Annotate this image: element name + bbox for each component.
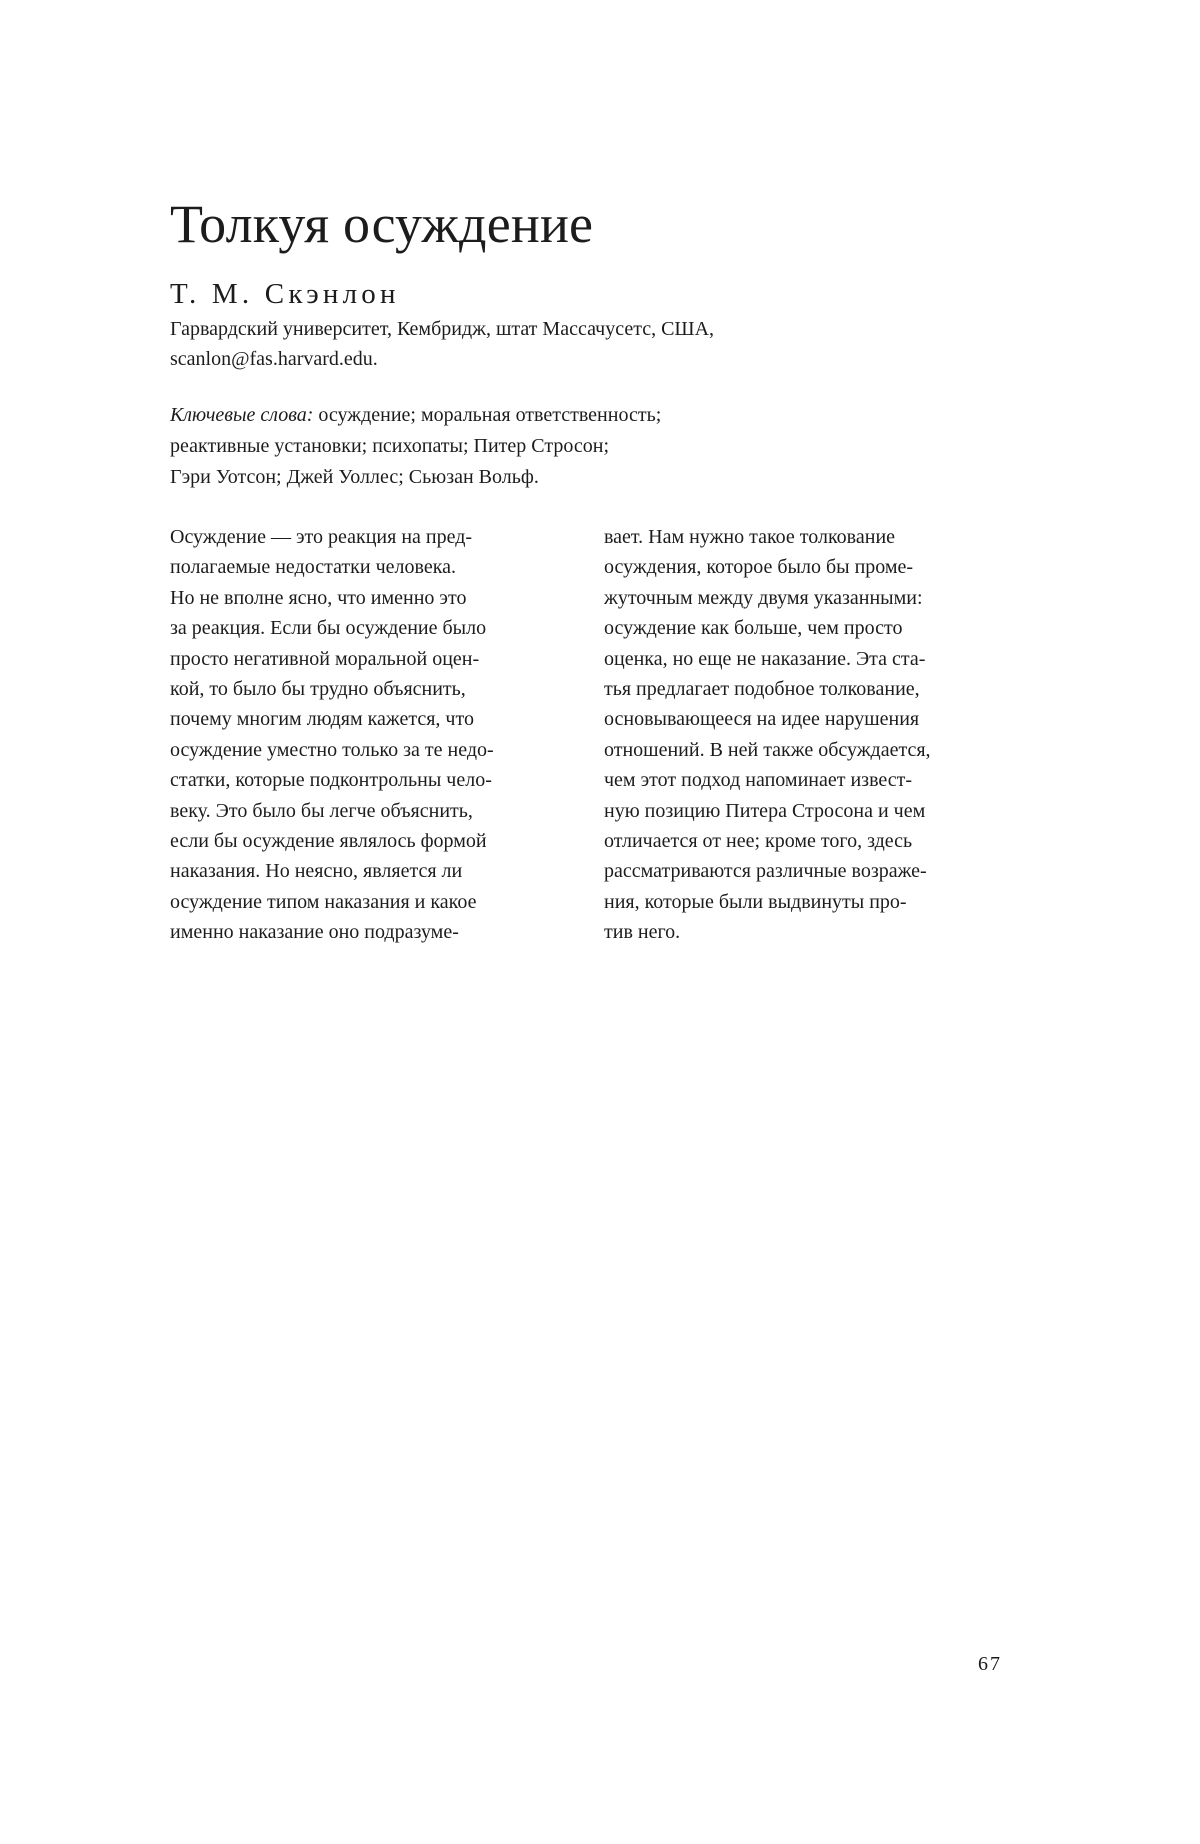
abstract-line: рассматриваются различные возраже- [604,860,927,883]
page-number: 67 [978,1653,1002,1675]
abstract-right-column [604,522,1024,948]
abstract-line: Осуждение — это реакция на пред- [170,526,473,548]
abstract-line: тья предлагает подобное толкование, [604,678,920,701]
abstract-line: тив него. [604,921,681,944]
affiliation-email: scanlon@fas.harvard.edu. [170,348,378,370]
abstract-line: отношений. В ней также обсуждается, [604,738,931,761]
keywords-line: Гэри Уотсон; Джей Уоллес; Сьюзан Вольф. [170,466,539,488]
abstract-left-column [170,522,590,948]
abstract-line: оценка, но еще не наказание. Эта ста- [604,647,926,670]
abstract-line: вает. Нам нужно такое толкование [604,526,896,548]
abstract-line: осуждения, которое было бы проме- [604,556,914,579]
abstract-line: веку. Это было бы легче объяснить, [170,799,473,822]
abstract-line: чем этот подход напоминает извест- [604,769,913,792]
abstract-line: основывающееся на идее нарушения [604,708,920,731]
abstract-line: ную позицию Питера Стросона и чем [604,799,926,822]
keywords-block [170,400,890,493]
abstract-line: кой, то было бы трудно объяснить, [170,678,466,701]
author-name: Т. М. Скэнлон [170,278,400,310]
keywords-line [170,400,890,431]
abstract-line: осуждение типом наказания и какое [170,890,477,913]
keywords-line: реактивные установки; психопаты; Питер Стросон; [170,435,609,457]
author-affiliation [170,314,890,374]
abstract-line: если бы осуждение являлось формой [170,830,487,853]
keywords-label: Ключевые слова: [170,404,314,426]
article-title: Толкуя осуждение [170,194,594,254]
abstract-line: осуждение уместно только за те недо- [170,738,494,761]
abstract-line: наказания. Но неясно, является ли [170,860,463,883]
abstract-line: почему многим людям кажется, что [170,708,474,731]
abstract-line: ния, которые были выдвинуты про- [604,890,907,913]
abstract-line: за реакция. Если бы осуждение было [170,617,487,640]
abstract-line: жуточным между двумя указанными: [604,586,923,609]
abstract-line: отличается от нее; кроме того, здесь [604,830,913,853]
abstract-line: именно наказание оно подразуме- [170,921,459,944]
abstract-line: полагаемые недостатки человека. [170,556,457,579]
abstract-line: статки, которые подконтрольны чело- [170,769,492,792]
affiliation-line: Гарвардский университет, Кембридж, штат Массачусетс, США, [170,318,715,340]
abstract-line: просто негативной моральной оцен- [170,647,480,670]
keywords-text: осуждение; моральная ответственность; [313,404,662,426]
abstract-line: осуждение как больше, чем просто [604,617,903,640]
abstract-line: Но не вполне ясно, что именно это [170,586,467,609]
